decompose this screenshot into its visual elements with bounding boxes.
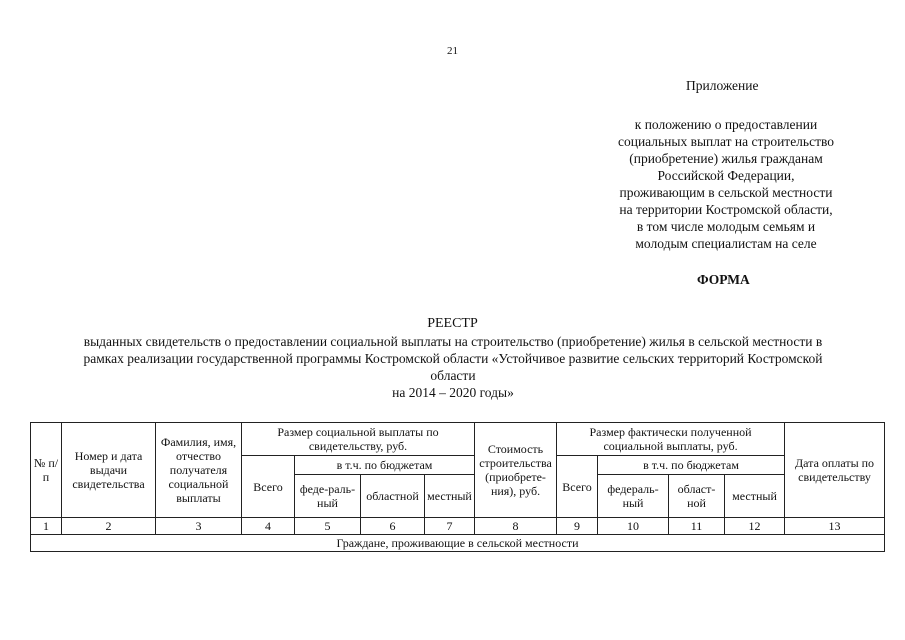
column-number: 1 bbox=[31, 518, 62, 535]
column-number: 2 bbox=[62, 518, 156, 535]
header-recipient-name: Фамилия, имя, отчество получателя социальной выплаты bbox=[156, 423, 242, 518]
header-actual-group: Размер фактически полученной социальной выплаты, руб. bbox=[557, 423, 785, 456]
header-federal: феде-раль-ный bbox=[295, 475, 361, 518]
appendix-title: Приложение bbox=[686, 78, 759, 93]
header-local: местный bbox=[425, 475, 475, 518]
header-actual-budgets: в т.ч. по бюджетам bbox=[598, 456, 785, 475]
column-number: 10 bbox=[598, 518, 669, 535]
registry-title: РЕЕСТР bbox=[427, 316, 478, 331]
header-payment-date: Дата оплаты по свидетельству bbox=[785, 423, 885, 518]
column-number: 13 bbox=[785, 518, 885, 535]
appendix-line: молодым специалистам на селе bbox=[635, 236, 817, 251]
appendix-text bbox=[590, 116, 862, 252]
header-actual-local: местный bbox=[725, 475, 785, 518]
column-number: 11 bbox=[669, 518, 725, 535]
appendix-line: Российской Федерации, bbox=[657, 168, 795, 183]
header-budgets: в т.ч. по бюджетам bbox=[295, 456, 475, 475]
appendix-line: в том числе молодым семьям и bbox=[636, 219, 816, 234]
column-number: 3 bbox=[156, 518, 242, 535]
column-number: 8 bbox=[475, 518, 557, 535]
header-regional: областной bbox=[361, 475, 425, 518]
page-number: 21 bbox=[447, 45, 458, 57]
header-actual-regional: област-ной bbox=[669, 475, 725, 518]
appendix-line: социальных выплат на строительство bbox=[617, 134, 835, 149]
registry-table bbox=[30, 422, 885, 552]
header-num: № п/п bbox=[31, 423, 62, 518]
subtitle-line: выданных свидетельств о предоставлении социальной выплаты на строительство (приобретение) жилья в сельской местности в bbox=[83, 334, 823, 349]
column-number: 9 bbox=[557, 518, 598, 535]
subtitle-line: рамках реализации государственной программы Костромской области «Устойчивое развитие сельских территорий Костромской bbox=[83, 351, 823, 366]
column-number: 4 bbox=[242, 518, 295, 535]
subtitle-line: области bbox=[430, 368, 476, 383]
appendix-line: к положению о предоставлении bbox=[634, 117, 818, 132]
appendix-line: на территории Костромской области, bbox=[619, 202, 833, 217]
column-number: 5 bbox=[295, 518, 361, 535]
column-number: 7 bbox=[425, 518, 475, 535]
header-actual-total: Всего bbox=[557, 456, 598, 518]
subtitle-line: на 2014 – 2020 годы» bbox=[392, 385, 514, 400]
group-row-rural-citizens: Граждане, проживающие в сельской местности bbox=[31, 535, 885, 552]
header-cost: Стоимость строительства (приобрете-ния), руб. bbox=[475, 423, 557, 518]
header-cert-num-date: Номер и дата выдачи свидетельства bbox=[62, 423, 156, 518]
column-number: 6 bbox=[361, 518, 425, 535]
header-payment-group: Размер социальной выплаты по свидетельству, руб. bbox=[242, 423, 475, 456]
header-total: Всего bbox=[242, 456, 295, 518]
header-actual-federal: федераль-ный bbox=[598, 475, 669, 518]
column-number: 12 bbox=[725, 518, 785, 535]
registry-subtitle bbox=[28, 333, 878, 401]
form-label: ФОРМА bbox=[697, 272, 750, 287]
appendix-line: проживающим в сельской местности bbox=[619, 185, 833, 200]
appendix-line: (приобретение) жилья гражданам bbox=[629, 151, 823, 166]
